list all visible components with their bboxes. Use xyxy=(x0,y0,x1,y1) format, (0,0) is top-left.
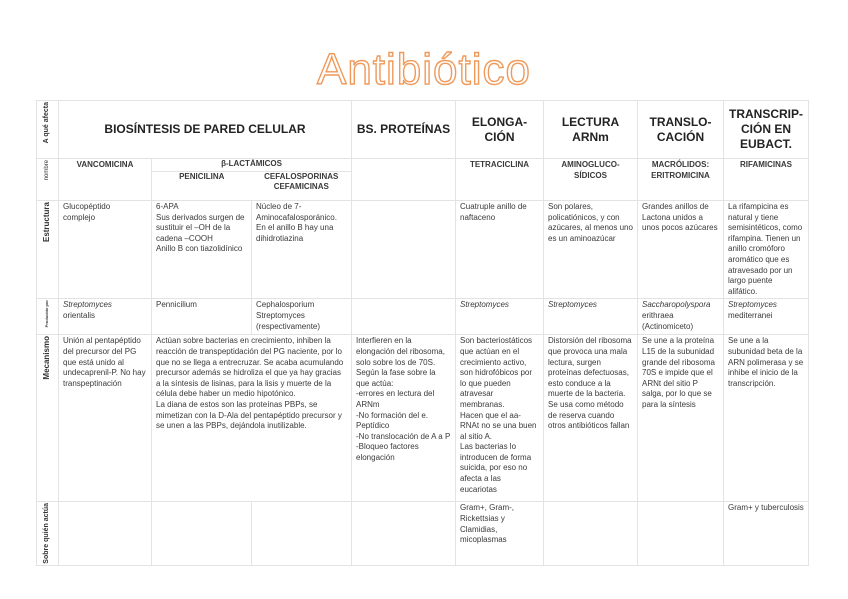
target-proteins-empty xyxy=(352,502,456,566)
producer-penicillin: Pennicilium xyxy=(152,299,252,335)
name-aminoglycosides: AMINOGLUCO- SÍDICOS xyxy=(544,159,638,201)
affects-row xyxy=(37,101,809,159)
row-label-target: Sobre quién actúa xyxy=(37,502,59,566)
structure-row xyxy=(37,201,809,299)
header-cell-wall: BIOSÍNTESIS DE PARED CELULAR xyxy=(59,101,352,159)
header-reading: LECTURA ARNm xyxy=(544,101,638,159)
mechanism-beta-lactams: Actúan sobre bacterias en crecimiento, inhiben la reacción de transpeptidación del PG naciente, por lo que no se llega a entrecruzar. Se acaba acumulando precursor además se hidroliza el que ya hay gracias a la síntesis de lisinas, para la lisis y muerte de la célula debe haber un medio hipotónico. La diana de estos son las proteínas PBPs, se mimetizan con la D-Ala del pentapéptido precursor y se unen a las PBPs, dejándola inutilizable. xyxy=(152,335,352,502)
structure-proteins-empty xyxy=(352,201,456,299)
producer-macrolides: Saccharopolyspora erithraea (Actinomiceto) xyxy=(638,299,724,335)
mechanism-proteins: Interfieren en la elongación del ribosoma, solo sobre los de 70S. Según la fase sobre la que actúa: -errores en lectura del ARNm -No formación del e. Peptídico -No translocación de A a P -Bloqueo factores elongación xyxy=(352,335,456,502)
structure-aminoglycosides: Son polares, policatiónicos, y con azúcares, al menos uno es un aminoazúcar xyxy=(544,201,638,299)
row-label-producer: Producido por xyxy=(37,299,59,335)
target-aminoglycosides-empty xyxy=(544,502,638,566)
beta-lactams-label: β-LACTÁMICOS xyxy=(152,159,351,172)
mechanism-vancomycin: Unión al pentapéptido del precursor del PG que está unido al undecaprenil-P. No hay transpeptinación xyxy=(59,335,152,502)
structure-penicillin: 6-APA Sus derivados surgen de sustituir el –OH de la cadena –COOH Anillo B con tiazolidínico xyxy=(152,201,252,299)
name-vancomycin: VANCOMICINA xyxy=(59,159,152,201)
structure-tetracycline: Cuatruple anillo de naftaceno xyxy=(456,201,544,299)
header-proteins: BS. PROTEÍNAS xyxy=(352,101,456,159)
target-rifamycins: Gram+ y tuberculosis xyxy=(724,502,809,566)
structure-rifamycins: La rifampicina es natural y tiene semisintéticos, como rifampina. Tienen un anillo cromóforo aromático que es atravesado por un largo puente alifático. xyxy=(724,201,809,299)
mechanism-rifamycins: Se une a la subunidad beta de la ARN polimerasa y se inhibe el inicio de la transcripción. xyxy=(724,335,809,502)
mechanism-row xyxy=(37,335,809,502)
mechanism-tetracycline: Son bacteriostáticos que actúan en el crecimiento activo, son hidrofóbicos por lo que pueden atravesar membranas. Hacen que el aa-RNAt no se una buen al sitio A. Las bacterias lo introducen de forma suicida, por eso no afecta a las eucariotas xyxy=(456,335,544,502)
name-penicillin: PENICILINA xyxy=(179,171,225,181)
mechanism-aminoglycosides: Distorsión del ribosoma que provoca una mala lectura, surgen proteínas defectuosas, esto conduce a la muerte de la bacteria. Se usa como método de reserva cuando otros antibióticos fallan xyxy=(544,335,638,502)
producer-vancomycin: Streptomyces orientalis xyxy=(59,299,152,335)
producer-aminoglycosides: Streptomyces xyxy=(544,299,638,335)
producer-proteins-empty xyxy=(352,299,456,335)
header-elongation: ELONGA- CIÓN xyxy=(456,101,544,159)
header-transcription: TRANSCRIP- CIÓN EN EUBACT. xyxy=(724,101,809,159)
name-macrolides: MACRÓLIDOS: ERITROMICINA xyxy=(638,159,724,201)
name-rifamycins: RIFAMICINAS xyxy=(724,159,809,201)
target-cephalosporins-empty xyxy=(252,502,352,566)
antibiotic-table xyxy=(36,100,809,566)
name-tetracycline: TETRACICLINA xyxy=(456,159,544,201)
mechanism-macrolides: Se une a la proteína L15 de la subunidad grande del ribosoma 70S e impide que el ARNt del sitio P salga, por lo que se para la síntesis xyxy=(638,335,724,502)
page-title: Antibiótico xyxy=(316,45,531,94)
name-cephalosporins: CEFALOSPORINAS CEFAMICINAS xyxy=(264,171,339,192)
row-label-mechanism: Mecanismo xyxy=(37,335,59,502)
target-penicillin-empty xyxy=(152,502,252,566)
row-label-affects: A qué afecta xyxy=(37,101,59,159)
header-translocation: TRANSLO- CACIÓN xyxy=(638,101,724,159)
beta-lactams-subnames xyxy=(152,172,351,193)
name-beta-lactams xyxy=(152,159,352,201)
target-tetracycline: Gram+, Gram-, Rickettsias y Clamidias, micoplasmas xyxy=(456,502,544,566)
name-row xyxy=(37,159,809,201)
row-label-name: nombre xyxy=(37,159,59,201)
producer-cephalosporins: Cephalosporium Streptomyces (respectivamente) xyxy=(252,299,352,335)
target-vancomycin-empty xyxy=(59,502,152,566)
structure-macrolides: Grandes anillos de Lactona unidos a unos pocos azúcares xyxy=(638,201,724,299)
name-proteins-empty xyxy=(352,159,456,201)
target-row xyxy=(37,502,809,566)
structure-cephalosporins: Núcleo de 7-Aminocafalosporánico. En el anillo B hay una dihidrotiazina xyxy=(252,201,352,299)
producer-row xyxy=(37,299,809,335)
producer-rifamycins: Streptomyces mediterranei xyxy=(724,299,809,335)
target-macrolides-empty xyxy=(638,502,724,566)
producer-tetracycline: Streptomyces xyxy=(456,299,544,335)
structure-vancomycin: Glucopéptido complejo xyxy=(59,201,152,299)
row-label-structure: Estructura xyxy=(37,201,59,299)
